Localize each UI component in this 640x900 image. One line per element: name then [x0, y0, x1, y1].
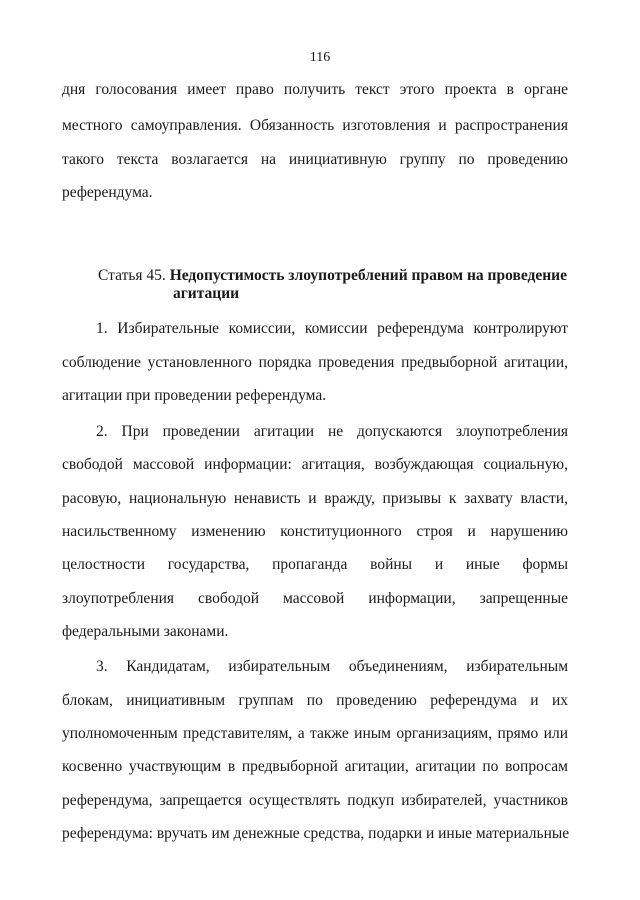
- article-title: Недопустимость злоупотреблений правом на проведение: [169, 267, 567, 284]
- text-line: референдума.: [62, 184, 153, 201]
- text-line: местного самоуправления. Обязанность изготовления и распространения: [62, 117, 568, 134]
- text-line: 3. Кандидатам, избирательным объединениям, избирательным: [96, 658, 568, 675]
- text-line: референдума: вручать им денежные средства, подарки и иные материальные: [62, 825, 570, 842]
- text-line: 2. При проведении агитации не допускаются злоупотребления: [96, 423, 568, 440]
- text-line: свободой массовой информации: агитация, возбуждающая социальную,: [62, 456, 568, 473]
- text-line: косвенно участвующим в предвыборной агитации, агитации по вопросам: [62, 758, 568, 775]
- article-label: Статья 45.: [98, 267, 166, 284]
- text-line: насильственному изменению конституционного строя и нарушению: [62, 523, 568, 540]
- text-line: дня голосования имеет право получить текст этого проекта в органе: [62, 81, 568, 98]
- text-line: агитации при проведении референдума.: [62, 387, 327, 404]
- article-heading: [98, 266, 567, 286]
- text-line: уполномоченным представителям, а также иным организациям, прямо или: [62, 725, 568, 742]
- text-line: референдума, запрещается осуществлять подкуп избирателей, участников: [62, 792, 568, 809]
- text-line: 1. Избирательные комиссии, комиссии референдума контролируют: [96, 320, 568, 337]
- text-line: злоупотребления свободой массовой информации, запрещенные: [62, 590, 568, 607]
- text-line: расовую, национальную ненависть и вражду, призывы к захвату власти,: [62, 490, 568, 507]
- page-number: 116: [309, 50, 331, 65]
- text-line: целостности государства, пропаганда войны и иные формы: [62, 556, 568, 573]
- text-line: такого текста возлагается на инициативную группу по проведению: [62, 151, 568, 168]
- text-line: блокам, инициативным группам по проведению референдума и их: [62, 692, 568, 709]
- text-line: соблюдение установленного порядка проведения предвыборной агитации,: [62, 354, 568, 371]
- article-title-continued: агитации: [173, 285, 240, 302]
- text-line: федеральными законами.: [62, 623, 229, 640]
